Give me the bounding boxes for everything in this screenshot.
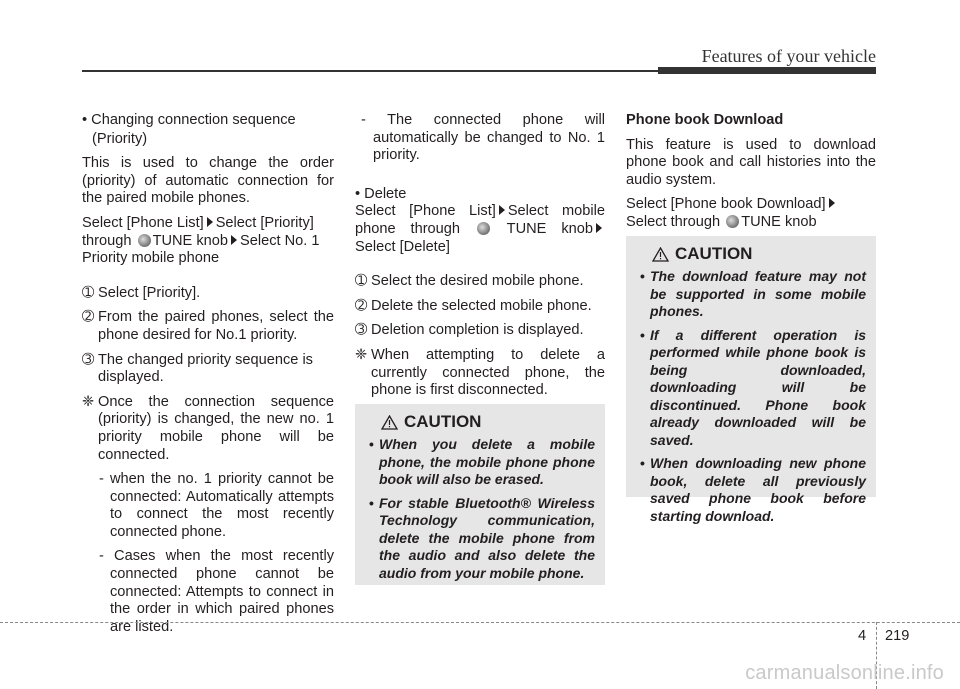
tune-knob-icon [477,222,490,235]
bullet-changing-sequence: • Changing connection sequence [82,112,296,128]
arrow-right-icon [596,223,602,233]
caution-item: • When you delete a mobile phone, the mobile phone phone book will also be erased. [365,436,595,489]
step-number: ➂ [82,351,95,368]
phonebook-path [626,196,876,231]
step-text: Delete the selected mobile phone. [371,297,592,314]
step-number: ➀ [355,273,368,290]
path-tune-knob: TUNE knob [506,220,593,237]
path-tune-knob: TUNE knob [741,213,817,230]
note-delete-connected [355,347,605,400]
step-text: Select [Priority]. [98,284,201,301]
page-number: 219 [885,628,910,644]
path-select-no1: Select No. 1 [240,232,320,249]
step-1 [82,285,334,303]
section-heading-phonebook: Phone book Download [626,112,784,128]
caution-item: • When downloading new phone book, delete all previously saved phone book before starting download. [636,455,866,525]
path-priority-phone: Priority mobile phone [82,250,220,267]
caution-title: CAUTION [404,412,482,431]
step-3 [355,322,605,340]
caution-heading [365,412,595,432]
column-3 [626,112,876,239]
note-mark: ❈ [355,346,368,363]
path-select-mobile: Select mobile phone through [355,203,605,237]
tune-knob-icon [726,215,739,228]
note-text: When attempting to delete a currently connected phone, the phone is first disconnected. [371,346,605,399]
path-tune-knob: TUNE knob [152,232,228,249]
path-phone-list: Select [Phone List] [355,203,496,220]
step-2 [355,298,605,316]
note-priority-change [82,394,334,464]
arrow-right-icon [231,235,237,245]
phonebook-description: This feature is used to download phone book and call histories into the audio system. [626,136,876,188]
step-text: The changed priority sequence is displayed. [98,351,313,386]
bullet-changing-sequence-cont: (Priority) [92,130,148,147]
path-select-through: Select through [626,213,721,230]
arrow-right-icon [207,217,213,227]
bullet-delete: • Delete [355,185,407,202]
dash-item-1: - when the no. 1 priority cannot be connected: Automatically attempts to connect the most recently connected phone. [99,471,334,540]
path-through: through [82,232,132,249]
footer-rule [0,622,960,623]
tune-knob-icon [138,234,151,247]
path-phone-list: Select [Phone List] [82,214,204,231]
dash-item-3: - The connected phone will automatically be changed to No. 1 priority. [361,112,605,164]
step-text: Select the desired mobile phone. [371,273,584,290]
caution-box-delete [355,404,605,585]
note-text: Once the connection sequence (priority) is changed, the new no. 1 priority mobile phone will be connected. [98,393,334,463]
step-1 [355,273,605,291]
path-phonebook-download: Select [Phone book Download] [626,196,826,213]
caution-heading [636,244,866,264]
note-mark: ❈ [82,393,95,410]
arrow-right-icon [499,205,505,215]
step-text: From the paired phones, select the phone desired for No.1 priority. [98,309,334,343]
step-3 [82,352,334,387]
section-number: 4 [858,628,867,644]
header-rule-accent [658,67,876,74]
step-number: ➁ [82,309,95,326]
caution-item: • If a different operation is performed while phone book is being downloaded, downloading will be discontinued. Phone book already downloaded will be saved. [636,327,866,450]
step-number: ➁ [355,297,368,314]
step-2 [82,309,334,344]
priority-description: This is used to change the order (priority) of automatic connection for the paired mobile phones. [82,155,334,207]
priority-path [82,215,334,268]
arrow-right-icon [829,198,835,208]
caution-title: CAUTION [675,244,753,263]
delete-path [355,203,605,256]
page-header-title: Features of your vehicle [701,46,876,66]
step-number: ➂ [355,322,368,339]
dash-item-2: - Cases when the most recently connected phone cannot be connected: Attempts to connect in the order in which paired phones are listed. [99,548,334,635]
caution-item: • For stable Bluetooth® Wireless Technology communication, delete the mobile phone from the audio and also delete the audio from your mobile phone. [365,495,595,583]
path-select-delete: Select [Delete] [355,238,450,255]
warning-triangle-icon [381,415,398,430]
watermark: carmanualsonline.info [745,662,944,684]
step-number: ➀ [82,284,95,301]
caution-box-download [626,236,876,524]
warning-triangle-icon [652,247,669,262]
column-2 [355,112,605,407]
column-1 [82,112,334,643]
step-text: Deletion completion is displayed. [371,322,584,339]
path-select-priority: Select [Priority] [215,214,314,231]
caution-item: • The download feature may not be supported in some mobile phones. [636,268,866,321]
